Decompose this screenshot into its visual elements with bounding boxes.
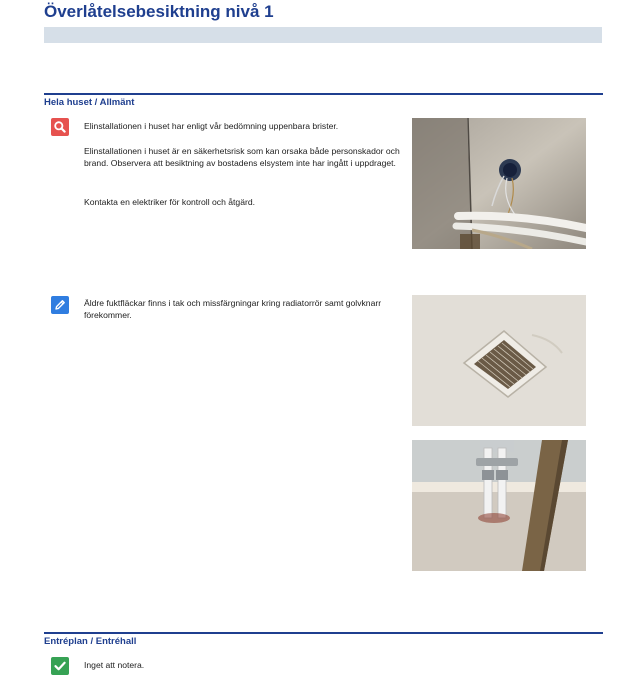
finding-text: Elinstallationen i huset är en säkerhetsrisk som kan orsaka både personskador och brand. Observera att besiktning av bostadens elsystem inte har ingått i uppdraget. <box>84 146 400 169</box>
section-heading-hela-huset: Hela huset / Allmänt <box>44 97 135 108</box>
check-icon[interactable] <box>51 657 69 675</box>
finding-text: Inget att notera. <box>84 660 145 670</box>
search-icon[interactable] <box>51 118 69 136</box>
pencil-icon[interactable] <box>51 296 69 314</box>
title-bar <box>44 27 602 43</box>
photo-radiator-pipes[interactable] <box>412 440 586 571</box>
photo-electrical-box[interactable] <box>412 118 586 249</box>
section-heading-entreplan: Entréplan / Entréhall <box>44 636 137 647</box>
finding-text: Kontakta en elektriker för kontroll och åtgärd. <box>84 197 256 207</box>
photo-ceiling-vent[interactable] <box>412 295 586 426</box>
finding-text: Äldre fuktfläckar finns i tak och missfärgningar kring radiatorrör samt golvknarr förekommer. <box>84 298 382 321</box>
section-divider <box>44 93 603 95</box>
section-divider <box>44 632 603 634</box>
finding-text: Elinstallationen i huset har enligt vår bedömning uppenbara brister. <box>84 121 339 131</box>
page-title: Överlåtelsebesiktning nivå 1 <box>44 2 274 21</box>
